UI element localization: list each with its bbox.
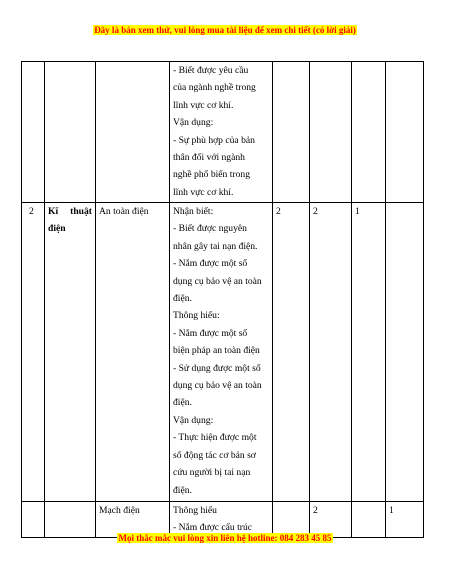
hotline-notice <box>0 533 450 543</box>
count-cell <box>273 62 310 203</box>
table-row <box>22 203 424 502</box>
requirement-line: - Nắm được một số <box>173 327 248 339</box>
topic-cell: Mạch điện <box>96 502 170 538</box>
count-cell: 2 <box>310 502 352 538</box>
requirement-line: - Nắm được một số <box>173 258 248 270</box>
requirement-line: nghề phổ biến trong <box>173 169 251 181</box>
hotline-notice-text: Mọi thắc mắc vui lòng xin liên hệ hotline: 084 283 45 85 <box>118 533 332 543</box>
requirement-line: lĩnh vực cơ khí. <box>173 99 234 111</box>
requirement-line: điện. <box>173 293 192 305</box>
subject-cell <box>45 502 96 538</box>
requirement-line: Nhận biết: <box>173 206 214 217</box>
count-cell: 1 <box>352 203 386 502</box>
requirement-line: - Biết được nguyên <box>173 223 247 235</box>
preview-notice <box>0 25 450 35</box>
requirement-line: dụng cụ bảo vệ an toàn <box>173 380 262 392</box>
requirement-line: Vận dụng: <box>173 414 214 426</box>
topic-cell <box>96 62 170 203</box>
requirement-cell <box>170 502 273 538</box>
requirement-line: - Biết được yêu cầu <box>173 65 249 76</box>
requirement-line: dụng cụ bảo vệ an toàn <box>173 275 262 287</box>
subject-cell <box>45 62 96 203</box>
requirement-cell <box>170 62 273 203</box>
count-cell: 1 <box>386 502 424 538</box>
requirement-line: điện. <box>173 484 192 496</box>
count-cell <box>352 502 386 538</box>
requirement-line: biện pháp an toàn điện <box>173 345 260 357</box>
count-cell: 2 <box>310 203 352 502</box>
topic-cell: An toàn điện <box>96 203 170 502</box>
requirement-line: nhân gây tai nạn điện. <box>173 240 258 252</box>
stt-cell: 2 <box>22 203 45 502</box>
requirement-line: Thông hiểu <box>173 505 217 516</box>
requirement-line: thân đối với ngành <box>173 152 245 164</box>
requirement-line: Thông hiểu: <box>173 310 220 322</box>
count-cell <box>386 203 424 502</box>
table-row <box>22 62 424 203</box>
requirement-line: - Sử dụng được một số <box>173 362 261 374</box>
requirement-line: Vận dụng: <box>173 117 214 129</box>
requirement-line: điện. <box>173 397 192 409</box>
stt-cell <box>22 62 45 203</box>
stt-cell <box>22 502 45 538</box>
requirement-line: lĩnh vực cơ khí. <box>173 186 234 198</box>
requirement-cell <box>170 203 273 502</box>
preview-notice-text: Đây là bản xem thử, vui lòng mua tài liệu để xem chi tiết (có lời giải) <box>94 25 356 35</box>
subject-cell: Kĩ thuật điện <box>45 203 96 502</box>
requirement-line: cứu người bị tai nạn <box>173 467 251 479</box>
requirement-line: số động tác cơ bản sơ <box>173 449 256 461</box>
requirement-line: - Sự phù hợp của bản <box>173 134 255 146</box>
table-row <box>22 502 424 538</box>
count-cell <box>386 62 424 203</box>
count-cell <box>352 62 386 203</box>
count-cell: 2 <box>273 203 310 502</box>
requirement-line: của ngành nghề trong <box>173 82 256 94</box>
content-table <box>21 61 424 538</box>
count-cell <box>310 62 352 203</box>
requirement-line: - Nắm được cấu trúc <box>173 522 252 534</box>
count-cell <box>273 502 310 538</box>
requirement-line: - Thực hiện được một <box>173 432 257 444</box>
